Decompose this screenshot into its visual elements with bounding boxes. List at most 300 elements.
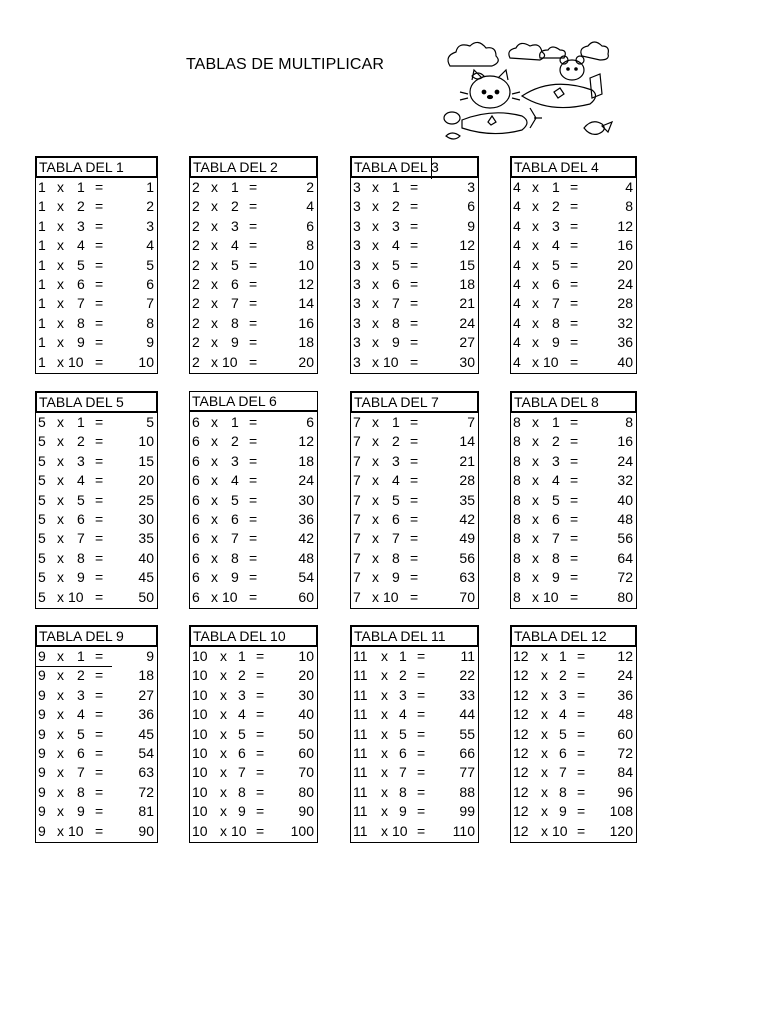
- times-sign: x: [211, 588, 218, 605]
- product: 72: [617, 569, 633, 586]
- times-sign: x: [57, 667, 64, 684]
- table-row: [36, 686, 157, 705]
- times-sign: x: [532, 179, 539, 195]
- product: 40: [617, 491, 633, 508]
- product: 8: [625, 198, 633, 215]
- multiplicand: 7: [353, 530, 361, 547]
- equals-sign: =: [249, 472, 258, 489]
- table-row: [190, 510, 317, 529]
- table-row: [190, 275, 317, 294]
- table-row: [190, 353, 317, 372]
- multiplicand: 1: [38, 314, 46, 331]
- times-sign: x: [381, 725, 388, 742]
- times-sign: x: [57, 414, 64, 430]
- multiplier: 9: [399, 803, 407, 820]
- multiplicand: 2: [192, 256, 200, 273]
- product: 54: [298, 569, 314, 586]
- multiplicand: 9: [38, 744, 46, 761]
- equals-sign: =: [95, 803, 104, 820]
- product: 28: [459, 472, 475, 489]
- table-row: [190, 647, 317, 666]
- times-sign: x: [372, 314, 379, 331]
- multiplicand: 2: [192, 334, 200, 351]
- multiplier: 7: [399, 764, 407, 781]
- times-sign: x: [57, 353, 64, 370]
- multiplicand: 2: [192, 295, 200, 312]
- table-row: [190, 705, 317, 724]
- times-sign: x: [372, 433, 379, 450]
- equals-sign: =: [417, 744, 426, 761]
- equals-sign: =: [256, 648, 265, 664]
- product: 28: [617, 295, 633, 312]
- times-sign: x: [372, 198, 379, 215]
- product: 110: [452, 822, 475, 839]
- times-sign: x: [220, 764, 227, 781]
- table-row: [511, 744, 636, 763]
- equals-sign: =: [577, 744, 586, 761]
- times-sign: x: [541, 764, 548, 781]
- times-sign: x: [211, 353, 218, 370]
- equals-sign: =: [95, 295, 104, 312]
- times-sign: x: [211, 491, 218, 508]
- product: 27: [138, 686, 154, 703]
- multiplier: 2: [77, 198, 85, 215]
- table-row: [36, 217, 157, 236]
- product: 45: [138, 569, 154, 586]
- table-row: [190, 802, 317, 821]
- equals-sign: =: [249, 530, 258, 547]
- multiplicand: 12: [513, 764, 529, 781]
- table-row: [511, 217, 636, 236]
- multiplicand: 3: [353, 295, 361, 312]
- table-row: [36, 432, 157, 451]
- equals-sign: =: [570, 237, 579, 254]
- equals-sign: =: [249, 256, 258, 273]
- multiplier: 3: [77, 686, 85, 703]
- product: 8: [146, 314, 154, 331]
- product: 18: [459, 275, 475, 292]
- multiplicand: 9: [38, 725, 46, 742]
- product: 40: [298, 706, 314, 723]
- product: 56: [617, 530, 633, 547]
- times-sign: x: [57, 452, 64, 469]
- times-sign: x: [211, 334, 218, 351]
- multiplicand: 10: [192, 822, 208, 839]
- table-row: [511, 705, 636, 724]
- product: 48: [617, 510, 633, 527]
- product: 21: [459, 295, 475, 312]
- equals-sign: =: [95, 783, 104, 800]
- equals-sign: =: [249, 510, 258, 527]
- multiplicand: 7: [353, 433, 361, 450]
- multiplier: 4: [399, 706, 407, 723]
- product: 6: [467, 198, 475, 215]
- times-sign: x: [211, 452, 218, 469]
- equals-sign: =: [577, 725, 586, 742]
- multiplier: 3: [77, 217, 85, 234]
- multiplicand: 4: [513, 295, 521, 312]
- multiplicand: 7: [353, 472, 361, 489]
- multiplier: 1: [559, 648, 567, 664]
- multiplicand: 5: [38, 569, 46, 586]
- multiplier: 1: [399, 648, 407, 664]
- table-row: [190, 256, 317, 275]
- equals-sign: =: [95, 549, 104, 566]
- multiplier: 8: [552, 549, 560, 566]
- table-header: TABLA DEL 11: [350, 625, 479, 647]
- multiplier: 6: [392, 510, 400, 527]
- multiplicand: 11: [353, 803, 368, 820]
- product: 9: [146, 648, 154, 664]
- equals-sign: =: [417, 706, 426, 723]
- times-sign: x: [372, 414, 379, 430]
- equals-sign: =: [410, 275, 419, 292]
- times-sign: x: [220, 706, 227, 723]
- multiplier: 8: [77, 783, 85, 800]
- multiplier: 1: [392, 414, 400, 430]
- multiplier: 10: [231, 822, 247, 839]
- multiplier: 8: [552, 314, 560, 331]
- multiplier: 7: [392, 295, 400, 312]
- product: 15: [459, 256, 475, 273]
- equals-sign: =: [570, 179, 579, 195]
- multiplicand: 10: [192, 667, 208, 684]
- multiplier: 1: [231, 414, 239, 430]
- times-sign: x: [372, 549, 379, 566]
- multiplier: 6: [231, 275, 239, 292]
- times-sign: x: [381, 822, 388, 839]
- multiplier: 5: [552, 256, 560, 273]
- equals-sign: =: [256, 764, 265, 781]
- times-sign: x: [532, 452, 539, 469]
- table-row: [511, 491, 636, 510]
- equals-sign: =: [570, 414, 579, 430]
- multiplier: 2: [552, 433, 560, 450]
- equals-sign: =: [570, 530, 579, 547]
- equals-sign: =: [570, 217, 579, 234]
- multiplicand: 11: [353, 764, 368, 781]
- times-sign: x: [57, 217, 64, 234]
- multiplicand: 3: [353, 275, 361, 292]
- product: 30: [138, 510, 154, 527]
- product: 15: [138, 452, 154, 469]
- table-header: TABLA DEL 9: [35, 625, 158, 647]
- multiplicand: 5: [38, 530, 46, 547]
- multiplier: 6: [552, 510, 560, 527]
- table-row: [511, 236, 636, 255]
- times-sign: x: [381, 667, 388, 684]
- multiplier: 1: [392, 179, 400, 195]
- multiplier: 7: [77, 764, 85, 781]
- table-row: [511, 647, 636, 666]
- multiplier: 3: [231, 217, 239, 234]
- times-sign: x: [541, 744, 548, 761]
- multiplier: 3: [238, 686, 246, 703]
- multiplier: 3: [552, 217, 560, 234]
- equals-sign: =: [410, 452, 419, 469]
- multiplicand: 4: [513, 275, 521, 292]
- multiplicand: 4: [513, 353, 521, 370]
- table-del-12: [510, 625, 637, 843]
- equals-sign: =: [577, 686, 586, 703]
- equals-sign: =: [410, 433, 419, 450]
- times-sign: x: [211, 472, 218, 489]
- product: 90: [138, 822, 154, 839]
- times-sign: x: [57, 510, 64, 527]
- times-sign: x: [532, 433, 539, 450]
- equals-sign: =: [570, 549, 579, 566]
- times-sign: x: [372, 256, 379, 273]
- table-row: [351, 452, 478, 471]
- multiplicand: 11: [353, 744, 368, 761]
- multiplier: 8: [392, 314, 400, 331]
- table-row: [190, 666, 317, 685]
- table-del-8: [510, 391, 637, 609]
- table-row: [511, 256, 636, 275]
- times-sign: x: [57, 530, 64, 547]
- table-row: [511, 549, 636, 568]
- multiplicand: 9: [38, 764, 46, 781]
- multiplicand: 2: [192, 237, 200, 254]
- equals-sign: =: [410, 314, 419, 331]
- multiplicand: 4: [513, 179, 521, 195]
- times-sign: x: [57, 314, 64, 331]
- equals-sign: =: [249, 549, 258, 566]
- table-row: [511, 725, 636, 744]
- multiplicand: 7: [353, 452, 361, 469]
- product: 24: [459, 314, 475, 331]
- multiplier: 7: [77, 530, 85, 547]
- table-row: [511, 452, 636, 471]
- table-row: [351, 275, 478, 294]
- table-row: [511, 197, 636, 216]
- times-sign: x: [57, 198, 64, 215]
- product: 70: [298, 764, 314, 781]
- times-sign: x: [211, 198, 218, 215]
- times-sign: x: [381, 764, 388, 781]
- equals-sign: =: [417, 648, 426, 664]
- product: 2: [146, 198, 154, 215]
- multiplicand: 6: [192, 491, 200, 508]
- equals-sign: =: [249, 569, 258, 586]
- multiplier: 9: [77, 803, 85, 820]
- times-sign: x: [211, 433, 218, 450]
- multiplier: 2: [392, 433, 400, 450]
- table-row: [36, 783, 157, 802]
- times-sign: x: [372, 491, 379, 508]
- times-sign: x: [211, 569, 218, 586]
- equals-sign: =: [570, 510, 579, 527]
- equals-sign: =: [410, 491, 419, 508]
- product: 54: [138, 744, 154, 761]
- equals-sign: =: [249, 314, 258, 331]
- times-sign: x: [57, 295, 64, 312]
- table-row: [511, 294, 636, 313]
- product: 48: [298, 549, 314, 566]
- product: 18: [298, 452, 314, 469]
- product: 9: [146, 334, 154, 351]
- times-sign: x: [372, 530, 379, 547]
- table-row: [36, 314, 157, 333]
- table-del-6: [189, 391, 318, 609]
- multiplicand: 1: [38, 198, 46, 215]
- multiplicand: 4: [513, 198, 521, 215]
- table-row: [351, 471, 478, 490]
- table-row: [190, 217, 317, 236]
- table-del-2: [189, 156, 318, 374]
- table-row: [36, 549, 157, 568]
- equals-sign: =: [249, 295, 258, 312]
- multiplier: 7: [77, 295, 85, 312]
- multiplicand: 10: [192, 764, 208, 781]
- multiplier: 7: [552, 295, 560, 312]
- equals-sign: =: [256, 706, 265, 723]
- multiplier: 7: [231, 530, 239, 547]
- equals-sign: =: [95, 725, 104, 742]
- times-sign: x: [372, 452, 379, 469]
- multiplier: 9: [392, 569, 400, 586]
- multiplicand: 1: [38, 275, 46, 292]
- table-row: [351, 491, 478, 510]
- multiplier: 9: [559, 803, 567, 820]
- multiplier: 5: [231, 491, 239, 508]
- product: 18: [298, 334, 314, 351]
- multiplicand: 11: [353, 686, 368, 703]
- multiplier: 4: [392, 472, 400, 489]
- multiplier: 1: [231, 179, 239, 195]
- product: 4: [146, 237, 154, 254]
- product: 66: [459, 744, 475, 761]
- multiplier: 9: [77, 334, 85, 351]
- multiplicand: 7: [353, 569, 361, 586]
- equals-sign: =: [249, 179, 258, 195]
- times-sign: x: [57, 491, 64, 508]
- table-del-5: [35, 391, 158, 609]
- equals-sign: =: [95, 510, 104, 527]
- product: 24: [617, 452, 633, 469]
- equals-sign: =: [410, 549, 419, 566]
- table-header: TABLA DEL 4: [510, 156, 637, 178]
- times-sign: x: [57, 237, 64, 254]
- multiplier: 3: [392, 452, 400, 469]
- times-sign: x: [372, 275, 379, 292]
- times-sign: x: [372, 217, 379, 234]
- table-row: [190, 491, 317, 510]
- multiplier: 6: [77, 744, 85, 761]
- times-sign: x: [57, 569, 64, 586]
- times-sign: x: [220, 725, 227, 742]
- times-sign: x: [532, 217, 539, 234]
- multiplicand: 5: [38, 491, 46, 508]
- multiplicand: 11: [353, 783, 368, 800]
- multiplier: 10: [543, 353, 559, 370]
- equals-sign: =: [417, 725, 426, 742]
- product: 22: [459, 667, 475, 684]
- times-sign: x: [541, 706, 548, 723]
- product: 11: [460, 648, 475, 664]
- equals-sign: =: [570, 256, 579, 273]
- table-row: [36, 588, 157, 607]
- times-sign: x: [372, 179, 379, 195]
- product: 27: [459, 334, 475, 351]
- multiplicand: 3: [353, 237, 361, 254]
- times-sign: x: [532, 237, 539, 254]
- times-sign: x: [57, 472, 64, 489]
- times-sign: x: [211, 530, 218, 547]
- table-row: [511, 763, 636, 782]
- multiplicand: 4: [513, 334, 521, 351]
- multiplier: 7: [559, 764, 567, 781]
- multiplier: 10: [68, 588, 84, 605]
- table-header: TABLA DEL 6: [190, 392, 317, 412]
- table-row: [190, 314, 317, 333]
- multiplier: 4: [559, 706, 567, 723]
- multiplier: 9: [231, 569, 239, 586]
- table-row: [511, 802, 636, 821]
- times-sign: x: [57, 783, 64, 800]
- table-row: [190, 197, 317, 216]
- equals-sign: =: [417, 667, 426, 684]
- times-sign: x: [220, 648, 227, 664]
- table-row: [351, 256, 478, 275]
- table-row: [190, 725, 317, 744]
- multiplicand: 3: [353, 334, 361, 351]
- table-row: [36, 491, 157, 510]
- table-row: [190, 432, 317, 451]
- equals-sign: =: [410, 334, 419, 351]
- multiplier: 2: [559, 667, 567, 684]
- multiplier: 3: [552, 452, 560, 469]
- equals-sign: =: [95, 275, 104, 292]
- multiplicand: 4: [513, 237, 521, 254]
- equals-sign: =: [95, 237, 104, 254]
- times-sign: x: [220, 822, 227, 839]
- product: 4: [306, 198, 314, 215]
- multiplicand: 2: [192, 314, 200, 331]
- times-sign: x: [381, 803, 388, 820]
- table-row: [36, 744, 157, 763]
- product: 5: [146, 256, 154, 273]
- multiplier: 6: [399, 744, 407, 761]
- times-sign: x: [211, 314, 218, 331]
- times-sign: x: [532, 491, 539, 508]
- multiplicand: 6: [192, 549, 200, 566]
- equals-sign: =: [410, 569, 419, 586]
- equals-sign: =: [249, 588, 258, 605]
- product: 42: [298, 530, 314, 547]
- table-row: [36, 568, 157, 587]
- multiplicand: 9: [38, 667, 46, 684]
- times-sign: x: [372, 334, 379, 351]
- multiplicand: 6: [192, 530, 200, 547]
- multiplicand: 1: [38, 334, 46, 351]
- equals-sign: =: [95, 198, 104, 215]
- multiplier: 5: [77, 725, 85, 742]
- times-sign: x: [211, 510, 218, 527]
- multiplicand: 6: [192, 510, 200, 527]
- table-del-4: [510, 156, 637, 374]
- multiplier: 7: [392, 530, 400, 547]
- times-sign: x: [372, 295, 379, 312]
- table-row: [351, 294, 478, 313]
- table-row: [511, 413, 636, 432]
- equals-sign: =: [410, 256, 419, 273]
- multiplicand: 2: [192, 275, 200, 292]
- equals-sign: =: [256, 725, 265, 742]
- times-sign: x: [57, 744, 64, 761]
- multiplier: 10: [392, 822, 408, 839]
- multiplier: 10: [552, 822, 568, 839]
